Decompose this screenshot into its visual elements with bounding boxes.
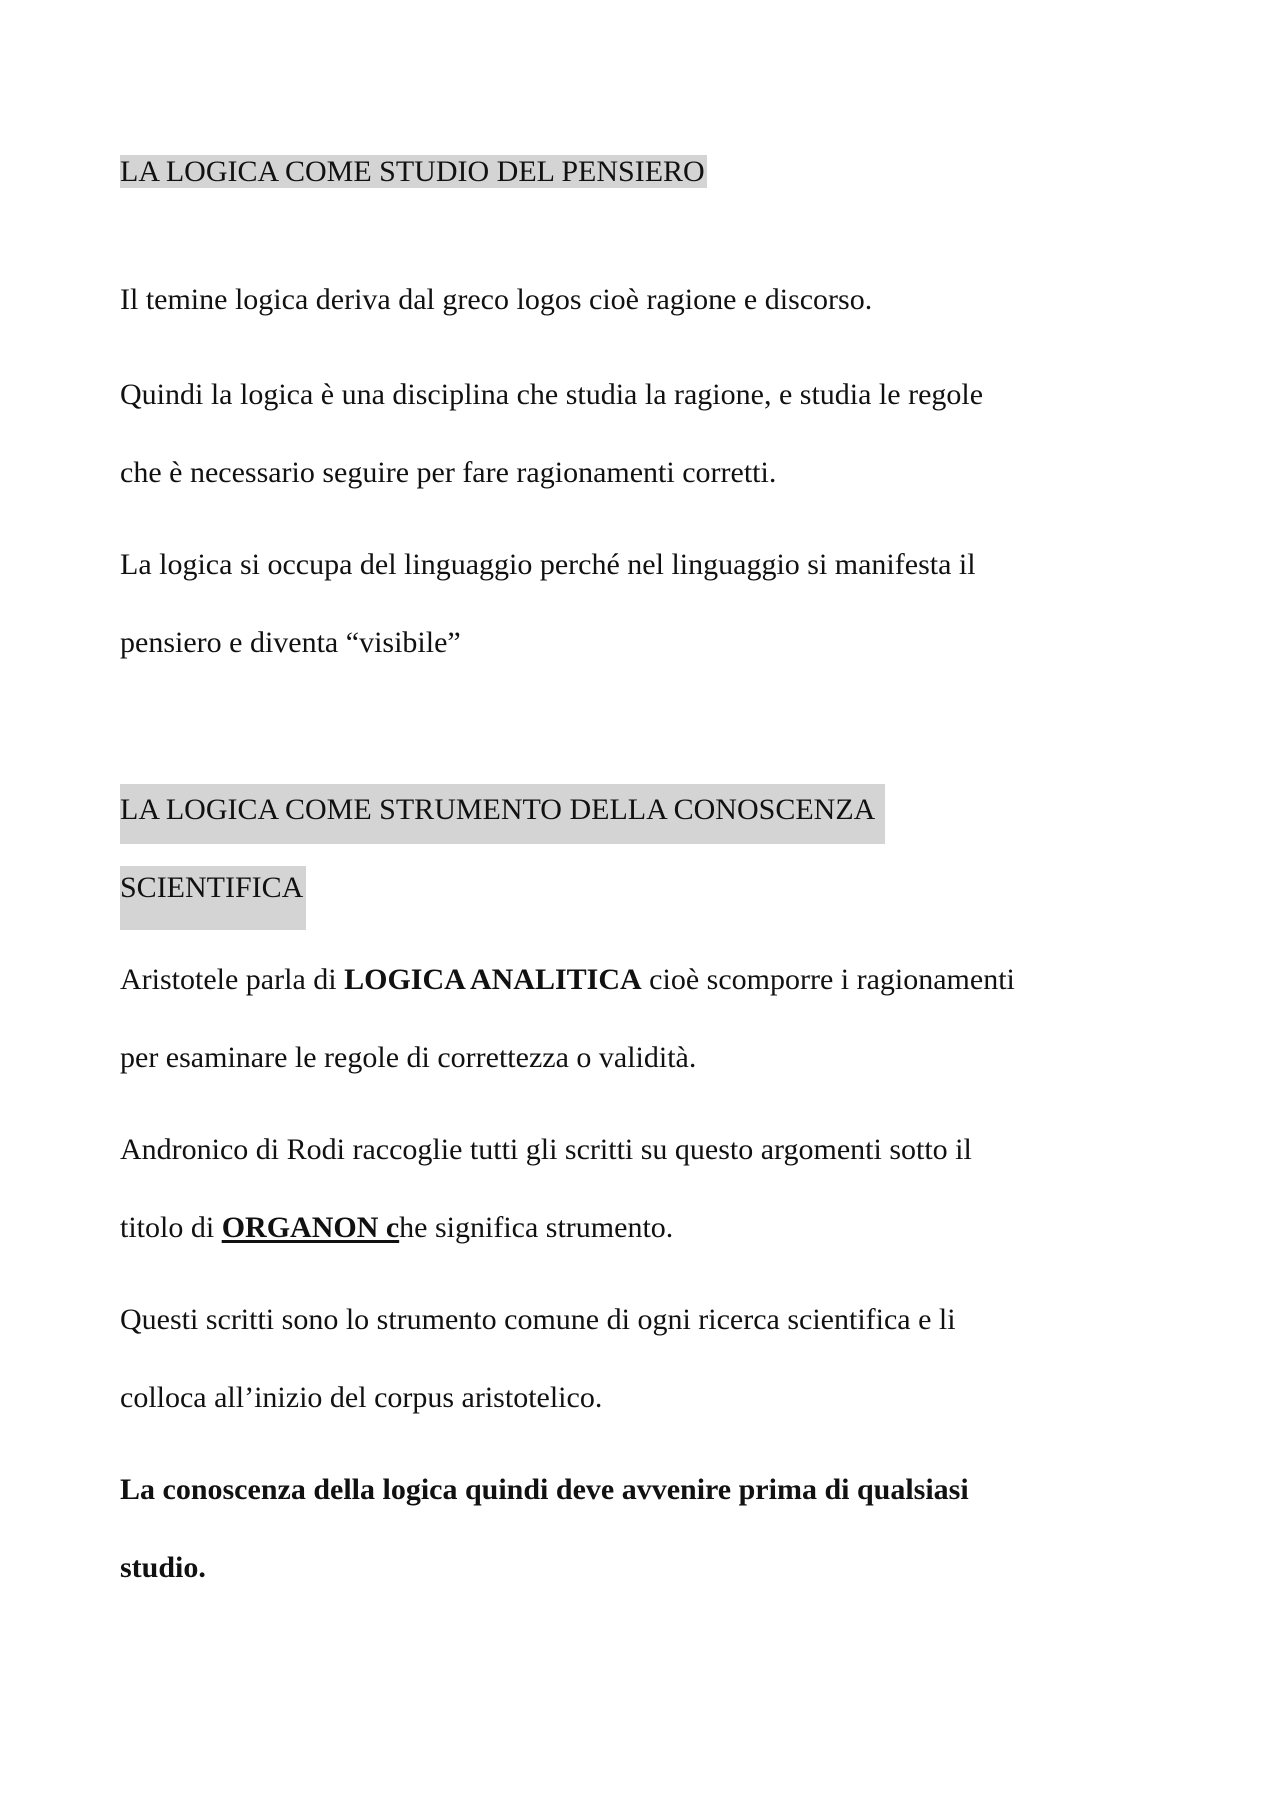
heading-logic-instrument-line-1	[120, 788, 885, 844]
paragraph-2-line-2: che è necessario seguire per fare ragionamenti corretti.	[120, 456, 777, 489]
organon-bold-underlined: ORGANON c	[221, 1211, 400, 1244]
paragraph-6-line-2: colloca all’inizio del corpus aristotelico.	[120, 1381, 603, 1414]
paragraph-1: Il temine logica deriva dal greco logos cioè ragione e discorso.	[120, 283, 873, 316]
paragraph-7-line-1	[120, 1468, 969, 1512]
heading-highlight: LA LOGICA COME STUDIO DEL PENSIERO	[120, 155, 705, 188]
heading-logic-instrument-line-2	[120, 866, 306, 930]
paragraph-3-line-2: pensiero e diventa “visibile”	[120, 626, 461, 659]
paragraph-5-text-a: titolo di	[120, 1211, 222, 1244]
logica-analitica-bold: LOGICA ANALITICA	[344, 963, 642, 996]
conclusion-bold-line-2: studio.	[120, 1551, 206, 1584]
paragraph-5-text-c: he significa strumento.	[399, 1211, 674, 1244]
paragraph-4-line-1	[120, 958, 1015, 1002]
paragraph-6-line-1: Questi scritti sono lo strumento comune di ogni ricerca scientifica e li	[120, 1303, 956, 1336]
heading-2-highlight-1: LA LOGICA COME STRUMENTO DELLA CONOSCENZA	[120, 784, 885, 844]
paragraph-7-line-2	[120, 1546, 206, 1590]
conclusion-bold-line-1: La conoscenza della logica quindi deve avvenire prima di qualsiasi	[120, 1473, 969, 1506]
paragraph-4-line-2: per esaminare le regole di correttezza o validità.	[120, 1041, 697, 1074]
paragraph-4-text-a: Aristotele parla di	[120, 963, 345, 996]
heading-2-highlight-2: SCIENTIFICA	[120, 866, 306, 930]
paragraph-5-line-2	[120, 1206, 673, 1250]
heading-logic-study-of-thought	[120, 150, 707, 194]
paragraph-2-line-1: Quindi la logica è una disciplina che studia la ragione, e studia le regole	[120, 378, 984, 411]
paragraph-4-text-c: cioè scomporre i ragionamenti	[641, 963, 1015, 996]
paragraph-3-line-1: La logica si occupa del linguaggio perché nel linguaggio si manifesta il	[120, 548, 976, 581]
paragraph-5-line-1: Andronico di Rodi raccoglie tutti gli scritti su questo argomenti sotto il	[120, 1133, 972, 1166]
